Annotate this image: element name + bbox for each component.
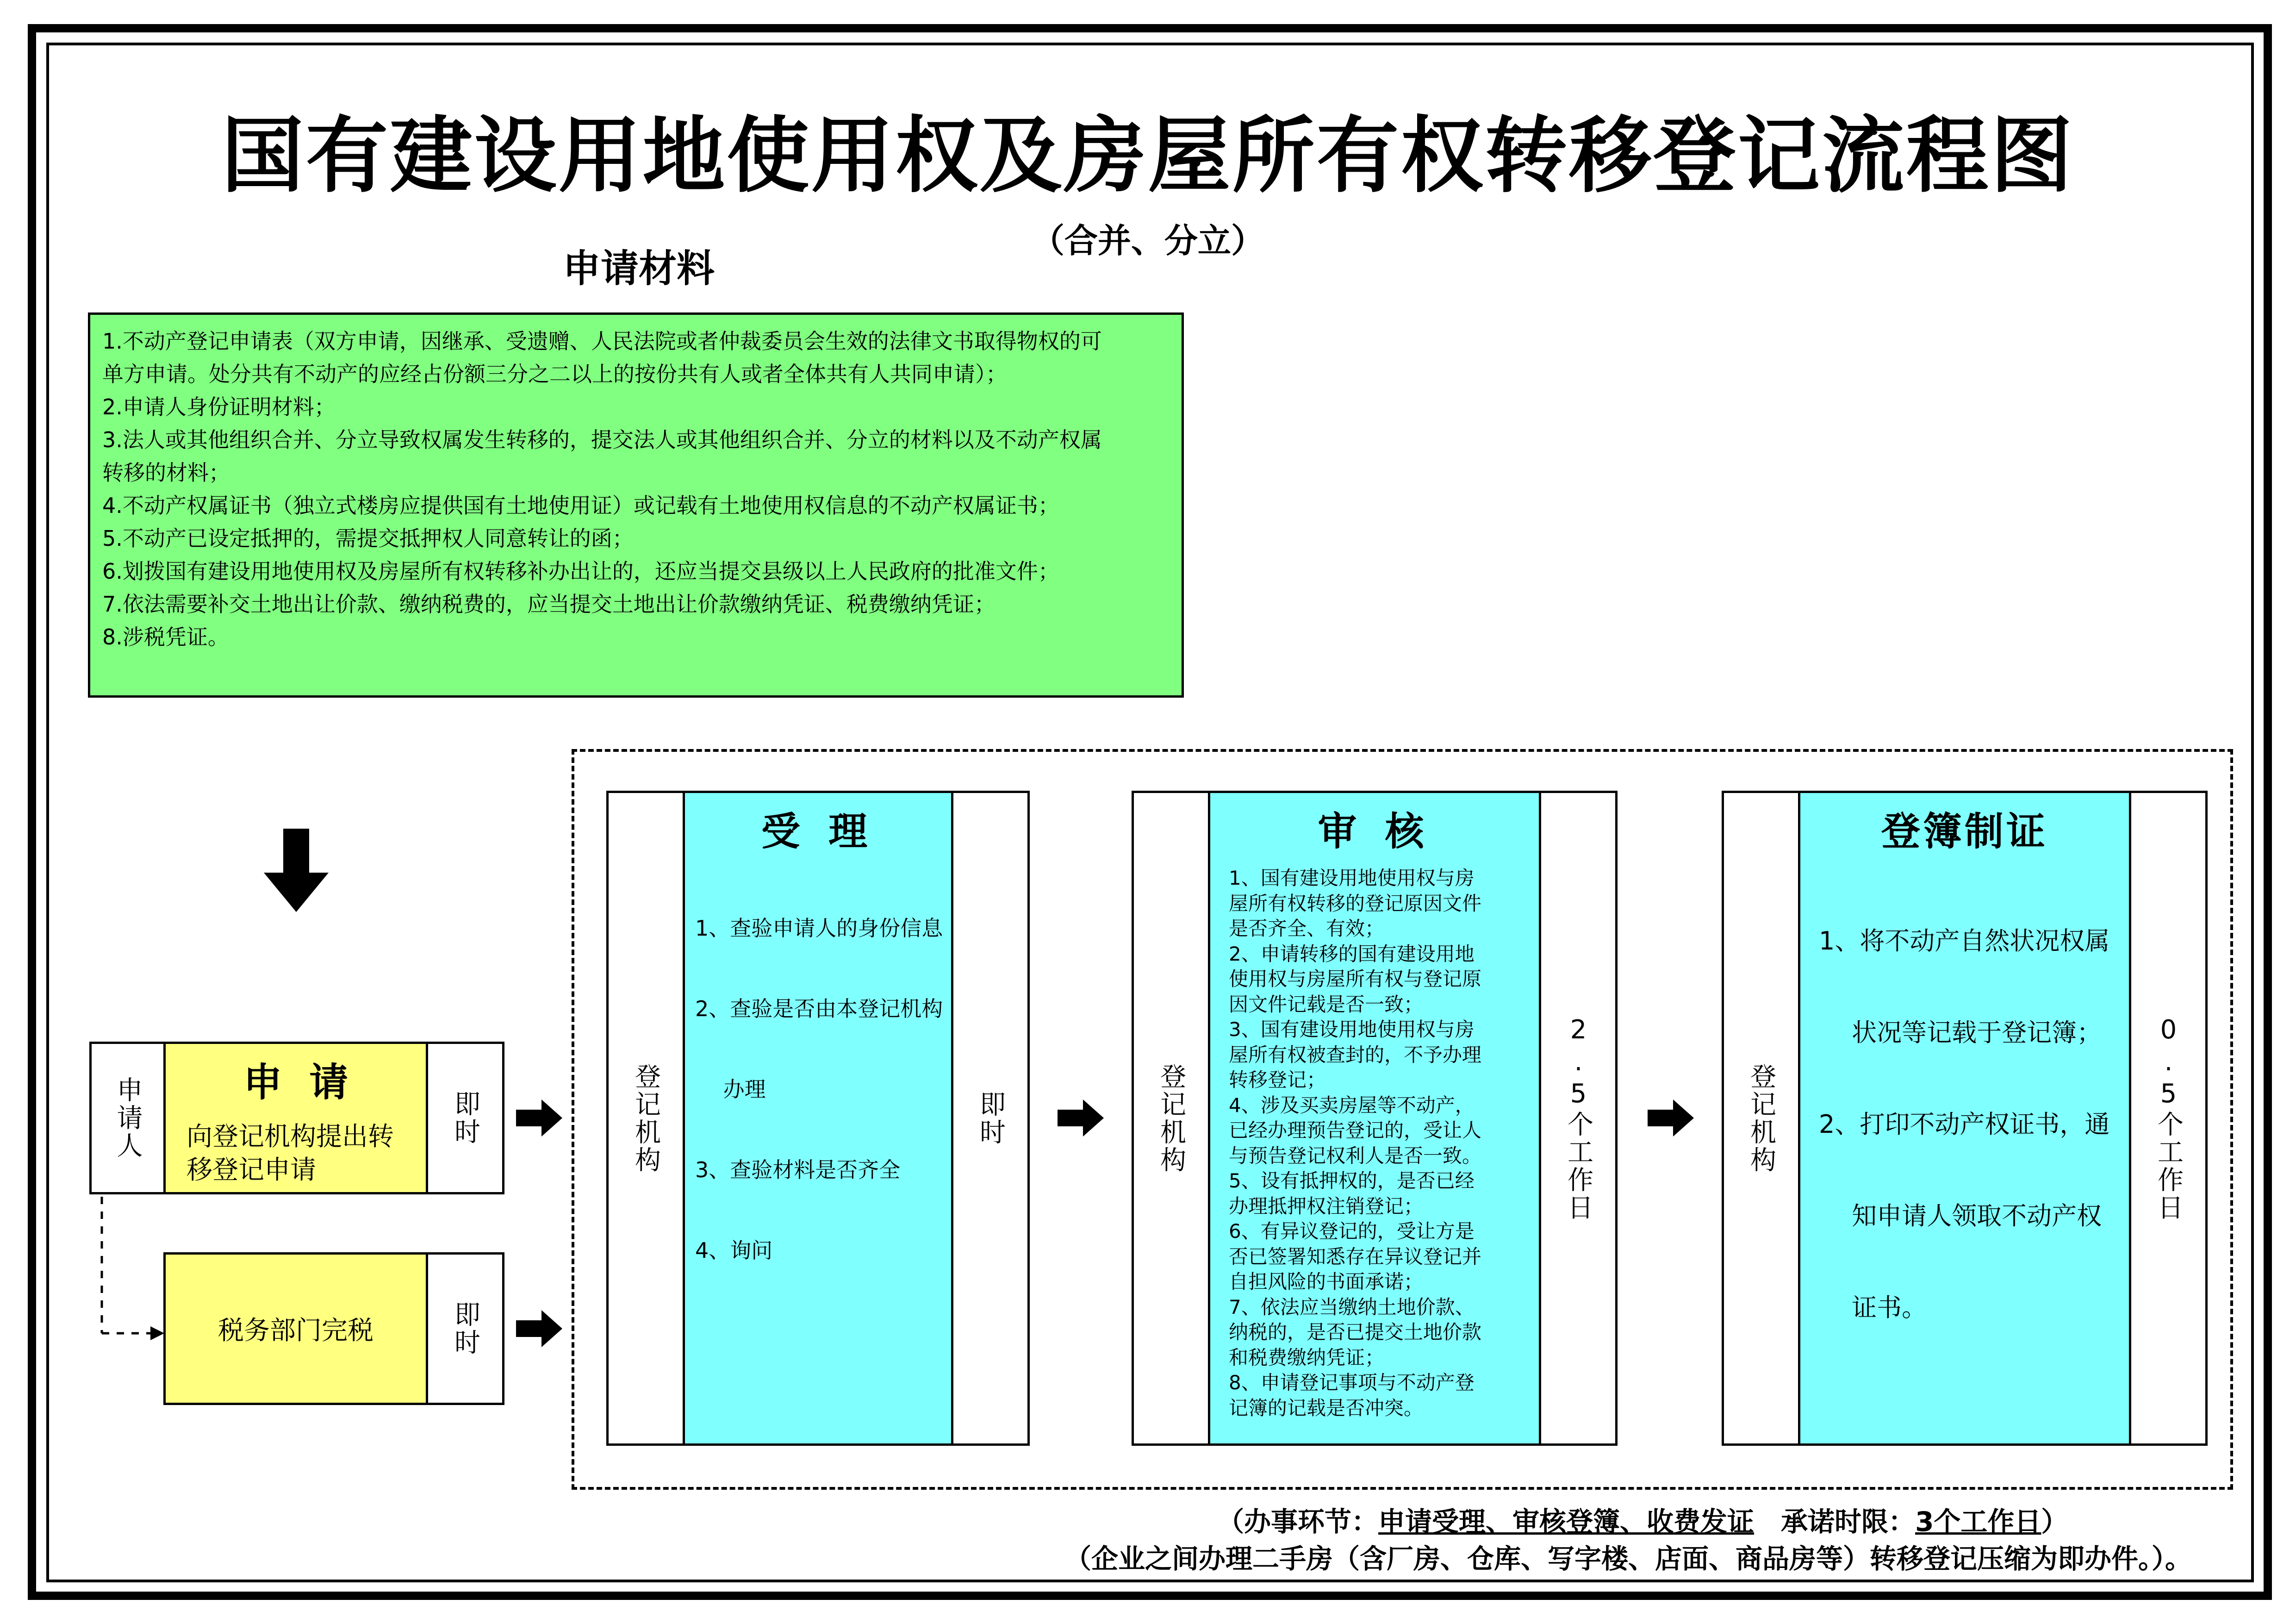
review-item: 屋所有权转移的登记原因文件 [1229, 892, 1482, 915]
review-item: 6、有异议登记的，受让方是 [1229, 1220, 1475, 1243]
accept-item: 3、查验材料是否齐全 [695, 1157, 901, 1182]
accept-time-cell: 即时 [951, 791, 1030, 1446]
accept-cell [683, 791, 953, 1446]
register-title: 登簿制证 [1881, 809, 2048, 854]
materials-item: 2.申请人身份证明材料； [102, 394, 336, 419]
review-time-cell: 2.5个工作日 [1539, 791, 1618, 1446]
register-item: 2、打印不动产权证书，通 [1819, 1110, 2110, 1139]
review-item: 因文件记载是否一致； [1229, 993, 1424, 1016]
footer-prefix: （办事环节： [1217, 1506, 1379, 1537]
review-item: 屋所有权被查封的，不予办理 [1229, 1043, 1482, 1066]
applicant-cell: 申请人 [89, 1042, 166, 1194]
apply-desc: 向登记机构提出转移登记申请 [187, 1122, 394, 1185]
review-item: 与预告登记权利人是否一致。 [1229, 1144, 1482, 1167]
review-item: 3、国有建设用地使用权与房 [1229, 1018, 1475, 1041]
footer-limit-value: 3个工作日 [1915, 1506, 2041, 1537]
review-item: 办理抵押权注销登记； [1229, 1194, 1424, 1218]
apply-title: 申 请 [243, 1060, 348, 1105]
accept-item: 4、询问 [695, 1238, 773, 1263]
materials-item: 6.划拨国有建设用地使用权及房屋所有权转移补办出让的，还应当提交县级以上人民政府的批准文件； [102, 559, 1059, 584]
materials-box [88, 312, 1184, 698]
review-item: 是否齐全、有效； [1229, 917, 1385, 940]
review-item: 4、涉及买卖房屋等不动产， [1229, 1093, 1475, 1117]
footer-steps: 申请受理、审核登簿、收费发证 [1378, 1506, 1755, 1537]
footer-suffix: ） [2041, 1506, 2068, 1537]
review-item: 2、申请转移的国有建设用地 [1229, 942, 1475, 965]
materials-item: 转移的材料； [102, 460, 230, 485]
review-item: 自担风险的书面承诺； [1229, 1270, 1424, 1293]
review-item: 否已签署知悉存在异议登记并 [1229, 1245, 1482, 1268]
right-arrow-icon [516, 1099, 562, 1137]
register-actor-cell: 登记机构 [1722, 791, 1800, 1446]
footer-line-1 [1217, 1500, 2235, 1539]
materials-item: 3.法人或其他组织合并、分立导致权属发生转移的，提交法人或其他组织合并、分立的材料以及不动产权属 [102, 427, 1102, 452]
review-item: 记簿的记载是否冲突。 [1229, 1396, 1424, 1419]
accept-title: 受 理 [761, 809, 875, 854]
review-item: 已经办理预告登记的，受让人 [1229, 1119, 1482, 1142]
tax-time-cell: 即时 [426, 1252, 504, 1405]
review-item: 纳税的，是否已提交土地价款 [1229, 1321, 1482, 1343]
review-item: 和税费缴纳凭证； [1229, 1346, 1385, 1369]
right-arrow-icon [1058, 1099, 1104, 1137]
register-item: 状况等记载于登记簿； [1819, 1018, 2102, 1047]
review-item: 5、设有抵押权的，是否已经 [1229, 1169, 1475, 1192]
review-items [1210, 866, 1539, 1421]
tax-cell: 税务部门完税 [163, 1252, 428, 1405]
materials-item: 7.依法需要补交土地出让价款、缴纳税费的，应当提交土地出让价款缴纳凭证、税费缴纳凭证； [102, 592, 996, 617]
review-item: 转移登记； [1229, 1068, 1326, 1091]
materials-heading: 申请材料 [562, 247, 715, 291]
register-item: 知申请人领取不动产权 [1819, 1201, 2102, 1230]
materials-item: 单方申请。处分共有不动产的应经占份额三分之二以上的按份共有人或者全体共有人共同申请）； [102, 362, 1007, 387]
review-actor-cell: 登记机构 [1132, 791, 1210, 1446]
apply-cell [163, 1042, 428, 1194]
accept-item: 办理 [695, 1077, 766, 1102]
register-time-cell: 0.5个工作日 [2129, 791, 2208, 1446]
materials-item: 8.涉税凭证。 [102, 625, 229, 650]
right-arrow-icon [516, 1310, 562, 1347]
accept-item: 1、查验申请人的身份信息 [695, 916, 943, 941]
register-items [1800, 865, 2129, 1384]
page-subtitle: （合并、分立） [1031, 221, 1264, 260]
review-item: 7、依法应当缴纳土地价款、 [1229, 1295, 1475, 1318]
accept-items [685, 861, 951, 1318]
materials-item: 4.不动产权属证书（独立式楼房应提供国有土地使用证）或记载有土地使用权信息的不动产权属证书； [102, 493, 1059, 518]
materials-item: 1.不动产登记申请表（双方申请，因继承、受遗赠、人民法院或者仲裁委员会生效的法律文书取得物权的可 [102, 329, 1102, 354]
materials-item: 5.不动产已设定抵押的，需提交抵押权人同意转让的函； [102, 526, 634, 551]
accept-actor-cell: 登记机构 [606, 791, 685, 1446]
review-item: 使用权与房屋所有权与登记原 [1229, 968, 1482, 990]
review-item: 8、申请登记事项与不动产登 [1229, 1371, 1475, 1394]
accept-item: 2、查验是否由本登记机构 [695, 996, 943, 1021]
footer-limit-label: 承诺时限： [1781, 1506, 1916, 1537]
review-title: 审 核 [1318, 809, 1431, 854]
footer-line-2: （企业之间办理二手房（含厂房、仓库、写字楼、店面、商品房等）转移登记压缩为即办件。）。 [1064, 1543, 2192, 1574]
footer-spacer [1754, 1506, 1781, 1537]
right-arrow-icon [1648, 1099, 1694, 1137]
register-item: 1、将不动产自然状况权属 [1819, 926, 2110, 956]
page-title: 国有建设用地使用权及房屋所有权转移登记流程图 [221, 108, 2075, 204]
down-arrow-icon [264, 829, 329, 912]
review-cell [1208, 791, 1541, 1446]
review-item: 1、国有建设用地使用权与房 [1229, 867, 1475, 889]
apply-time-cell: 即时 [426, 1042, 504, 1194]
register-item: 证书。 [1819, 1293, 1927, 1322]
register-cell [1798, 791, 2131, 1446]
